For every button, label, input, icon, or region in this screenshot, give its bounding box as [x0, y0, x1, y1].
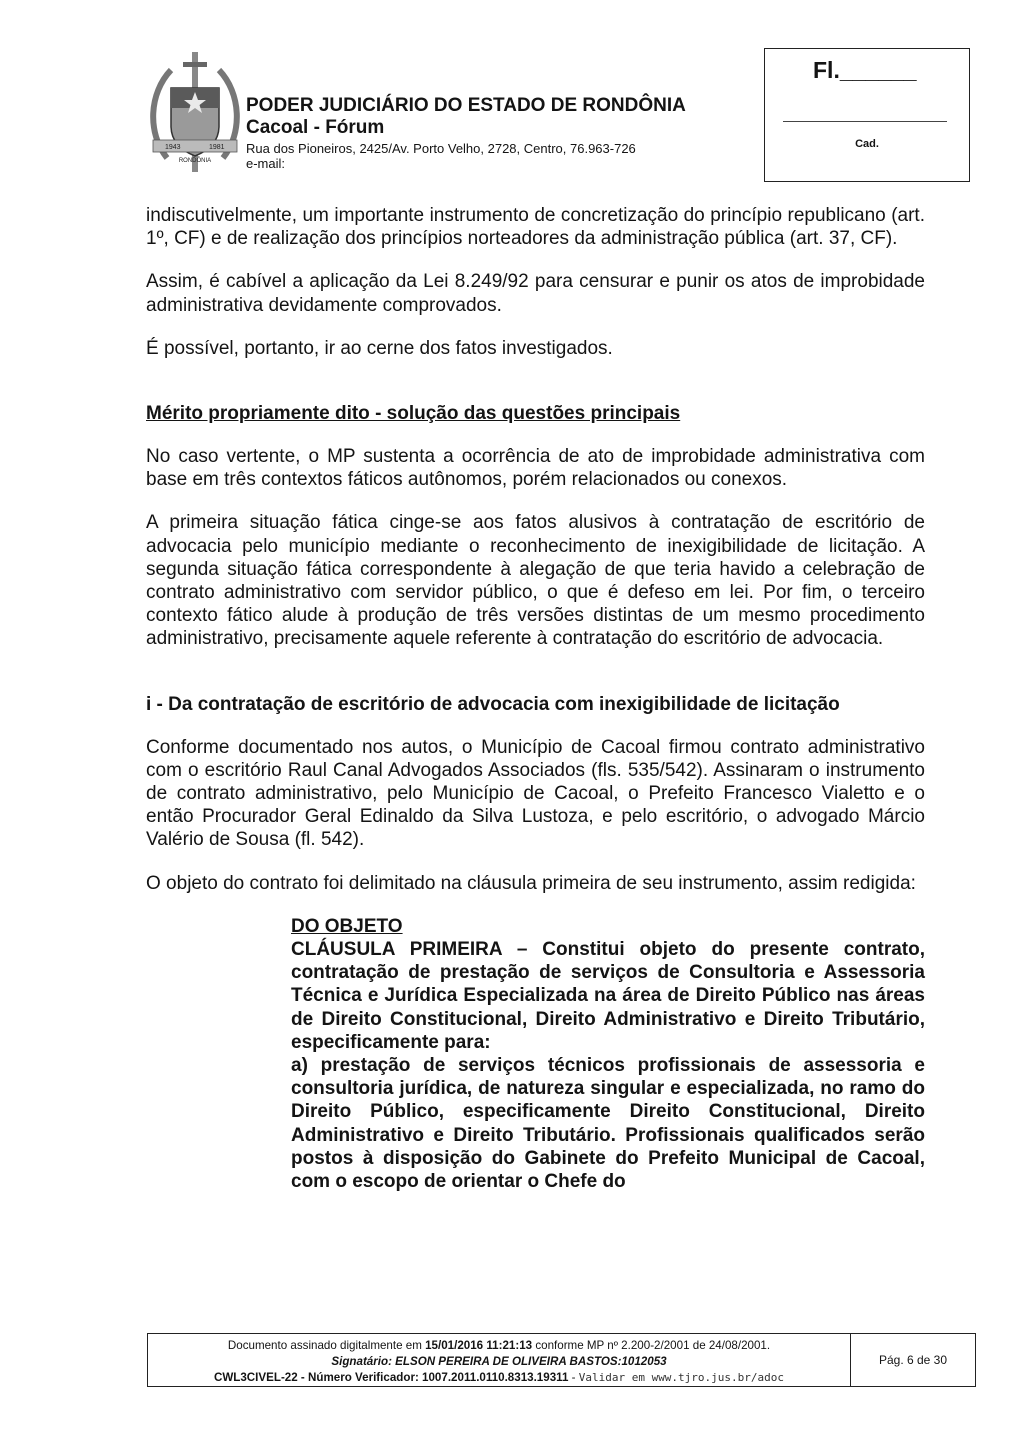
cad-label: Cad. [855, 138, 879, 150]
verifier-line [148, 1370, 850, 1386]
quote-clause-primeira: CLÁUSULA PRIMEIRA – Constitui objeto do presente contrato, contratação de prestação de serviços de Consultoria e Assessoria Técnica e Jurídica Especializada na área de Direito Público nas áreas de Direito Constitucional, Direito Administrativo e Direito Tributário, especificamente para: [291, 939, 925, 1053]
paragraph-3: É possível, portanto, ir ao cerne dos fatos investigados. [146, 337, 613, 359]
folio-label: Fl.______ [813, 57, 917, 83]
quote-heading: DO OBJETO [291, 915, 403, 937]
signed-suffix: conforme MP nº 2.200-2/2001 de 24/08/2001. [532, 1339, 771, 1352]
document-body [146, 204, 925, 1193]
court-address: Rua dos Pioneiros, 2425/Av. Porto Velho, 2728, Centro, 76.963-726 [246, 140, 636, 156]
court-location: Cacoal - Fórum [246, 116, 385, 138]
letterhead [246, 95, 686, 172]
seal-year-right: 1981 [209, 144, 225, 151]
signature-line-1 [148, 1338, 850, 1354]
paragraph-1: indiscutivelmente, um importante instrumento de concretização do princípio republicano (art. 1º, CF) e de realização dos princípios norteadores da administração pública (art. 37, CF). [146, 205, 925, 250]
court-seal-logo [147, 48, 243, 178]
paragraph-5: A primeira situação fática cinge-se aos fatos alusivos à contratação de escritório de advocacia pelo município mediante o reconhecimento de inexigibilidade de licitação. A segunda situação fática correspondente à alegação de que teria havido a celebração de contrato administrativo com servidor público, o que é defeso em lei. Por fim, o terceiro contexto fático alude à produção de três versões distintas de um mesmo procedimento administrativo, precisamente aquele referente à contratação do escritório de advocacia. [146, 512, 925, 650]
quote-item-a: a) prestação de serviços técnicos profissionais de assessoria e consultoria jurídica, de natureza singular e especializada, no ramo do Direito Público, especificamente Direito Constitucional, Direito Administrativo e Direito Tributário. Profissionais qualificados serão postos à disposição do Gabinete do Prefeito Municipal de Cacoal, com o escopo de orientar o Chefe do [291, 1055, 925, 1193]
court-name: PODER JUDICIÁRIO DO ESTADO DE RONDÔNIA [246, 95, 686, 116]
seal-year-left: 1943 [165, 144, 181, 151]
folio-stamp-box [764, 48, 970, 182]
seal-ribbon-text: RONDÔNIA [178, 158, 212, 164]
signatory-line [148, 1354, 850, 1370]
folio-signature-line [783, 121, 947, 122]
validation-link[interactable]: Validar em www.tjro.jus.br/adoc [578, 1371, 785, 1384]
paragraph-6: Conforme documentado nos autos, o Município de Cacoal firmou contrato administrativo com o escritório Raul Canal Advogados Associados (fls. 535/542). Assinaram o instrumento de contrato administrativo, pelo Município de Cacoal, o Prefeito Francesco Vialetto e o então Procurador Geral Edinaldo da Silva Lustoza, e pelo escritório, o advogado Márcio Valério de Sousa (fl. 542). [146, 736, 925, 851]
court-email: e-mail: [246, 155, 286, 171]
verifier-separator: - [568, 1371, 579, 1384]
page-number: Pág. 6 de 30 [878, 1353, 948, 1367]
contract-clause-quote [291, 915, 925, 1193]
paragraph-4: No caso vertente, o MP sustenta a ocorrência de ato de improbidade administrativa com base em três contextos fáticos autônomos, porém relacionados ou conexos. [146, 446, 925, 491]
signed-prefix: Documento assinado digitalmente em [227, 1339, 426, 1352]
signature-info [148, 1334, 851, 1386]
signature-footer [147, 1333, 976, 1387]
paragraph-2: Assim, é cabível a aplicação da Lei 8.249/92 para censurar e punir os atos de improbidade administrativa devidamente comprovados. [146, 271, 925, 316]
verifier-number: CWL3CIVEL-22 - Número Verificador: 1007.2011.0110.8313.19311 [213, 1371, 569, 1384]
signed-date: 15/01/2016 11:21:13 [425, 1339, 533, 1352]
section-heading-merito: Mérito propriamente dito - solução das questões principais [146, 403, 681, 425]
paragraph-7: O objeto do contrato foi delimitado na cláusula primeira de seu instrumento, assim redigida: [146, 872, 916, 894]
section-heading-contratacao: i - Da contratação de escritório de advocacia com inexigibilidade de licitação [146, 693, 840, 715]
signatory-name: Signatário: ELSON PEREIRA DE OLIVEIRA BASTOS:1012053 [331, 1355, 667, 1368]
